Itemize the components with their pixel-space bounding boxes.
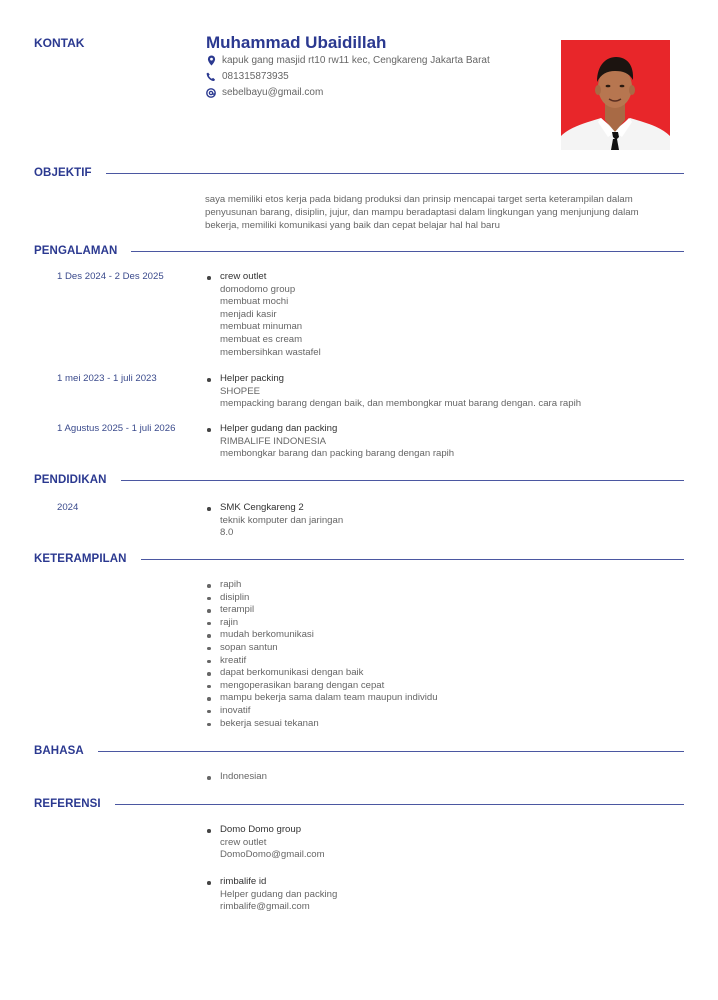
at-icon bbox=[206, 88, 216, 98]
skill-item: inovatif bbox=[206, 705, 676, 718]
experience-line: menjadi kasir bbox=[220, 308, 277, 320]
education-date: 2024 bbox=[57, 502, 79, 513]
reference-line: rimbalife@gmail.com bbox=[220, 901, 310, 913]
objective-header bbox=[34, 166, 684, 180]
reference-line: crew outlet bbox=[220, 836, 267, 848]
education-title: PENDIDIKAN bbox=[34, 474, 107, 486]
contact-section-label: KONTAK bbox=[34, 36, 85, 50]
address-line bbox=[206, 55, 490, 66]
skill-item: terampil bbox=[206, 604, 676, 617]
reference-line: Helper gudang dan packing bbox=[220, 888, 338, 900]
languages-header bbox=[34, 744, 684, 758]
profile-photo bbox=[561, 40, 670, 150]
skill-item: sopan santun bbox=[206, 642, 676, 655]
experience-date: 1 mei 2023 - 1 juli 2023 bbox=[57, 373, 157, 384]
education-header bbox=[34, 473, 684, 487]
skill-item: kreatif bbox=[206, 655, 676, 668]
education-line: teknik komputer dan jaringan bbox=[220, 514, 344, 526]
experience-entry bbox=[206, 423, 676, 461]
skill-item: dapat berkomunikasi dengan baik bbox=[206, 667, 676, 680]
skill-item: disiplin bbox=[206, 592, 676, 605]
languages-title: BAHASA bbox=[34, 745, 84, 757]
section-divider bbox=[131, 251, 684, 252]
languages-list bbox=[206, 771, 676, 784]
experience-date: 1 Agustus 2025 - 1 juli 2026 bbox=[57, 423, 176, 434]
skill-item: mampu bekerja sama dalam team maupun individu bbox=[206, 692, 676, 705]
email-line bbox=[206, 87, 323, 98]
experience-line: domodomo group bbox=[220, 283, 296, 295]
reference-entry bbox=[206, 876, 676, 914]
experience-date: 1 Des 2024 - 2 Des 2025 bbox=[57, 271, 164, 282]
experience-role: crew outlet bbox=[206, 271, 676, 284]
language-item: Indonesian bbox=[206, 771, 676, 784]
section-divider bbox=[141, 559, 684, 560]
phone-text: 081315873935 bbox=[222, 71, 289, 82]
experience-role: Helper gudang dan packing bbox=[206, 423, 676, 436]
objective-title: OBJEKTIF bbox=[34, 167, 92, 179]
section-divider bbox=[106, 173, 684, 174]
skill-item: mengoperasikan barang dengan cepat bbox=[206, 680, 676, 693]
reference-name: rimbalife id bbox=[206, 876, 676, 889]
education-line: 8.0 bbox=[220, 527, 234, 539]
skills-header bbox=[34, 552, 684, 566]
experience-line: RIMBALIFE INDONESIA bbox=[220, 435, 327, 447]
address-text: kapuk gang masjid rt10 rw11 kec, Cengkareng Jakarta Barat bbox=[222, 55, 490, 66]
experience-title: PENGALAMAN bbox=[34, 245, 118, 257]
email-text: sebelbayu@gmail.com bbox=[222, 87, 324, 98]
phone-icon bbox=[206, 72, 216, 82]
skills-list bbox=[206, 579, 676, 730]
experience-entry bbox=[206, 373, 676, 411]
education-entry bbox=[206, 502, 676, 540]
experience-line: membersihkan wastafel bbox=[220, 346, 321, 358]
skill-item: rajin bbox=[206, 617, 676, 630]
experience-line: membuat minuman bbox=[220, 321, 303, 333]
school-name: SMK Cengkareng 2 bbox=[206, 502, 676, 515]
phone-line bbox=[206, 71, 289, 82]
section-divider bbox=[115, 804, 684, 805]
experience-line: membuat mochi bbox=[220, 296, 289, 308]
experience-entry bbox=[206, 271, 676, 359]
experience-header bbox=[34, 244, 684, 258]
reference-line: DomoDomo@gmail.com bbox=[220, 849, 325, 861]
experience-line: mempacking barang dengan baik, dan membongkar muat barang dengan. cara rapih bbox=[220, 398, 582, 410]
experience-line: membuat es cream bbox=[220, 333, 303, 345]
experience-line: SHOPEE bbox=[220, 385, 260, 397]
experience-role: Helper packing bbox=[206, 373, 676, 386]
candidate-name: Muhammad Ubaidillah bbox=[206, 33, 387, 52]
reference-entry bbox=[206, 824, 676, 862]
references-header bbox=[34, 797, 684, 811]
skill-item: bekerja sesuai tekanan bbox=[206, 718, 676, 731]
section-divider bbox=[98, 751, 684, 752]
objective-text: saya memiliki etos kerja pada bidang produksi dan prinsip mencapai target serta keterampilan dalam penyusunan barang, disiplin, jujur, dan mampu beradaptasi dalam lingkungan yang menjunjung dalam bekerja, memiliki komunikasi yang baik dan cepat belajar hal hal baru bbox=[205, 194, 639, 231]
experience-line: membongkar barang dan packing barang dengan rapih bbox=[220, 448, 455, 460]
skill-item: rapih bbox=[206, 579, 676, 592]
section-divider bbox=[121, 480, 684, 481]
references-title: REFERENSI bbox=[34, 798, 101, 810]
skill-item: mudah berkomunikasi bbox=[206, 629, 676, 642]
location-pin-icon bbox=[206, 56, 216, 66]
reference-name: Domo Domo group bbox=[206, 824, 676, 837]
skills-title: KETERAMPILAN bbox=[34, 553, 127, 565]
